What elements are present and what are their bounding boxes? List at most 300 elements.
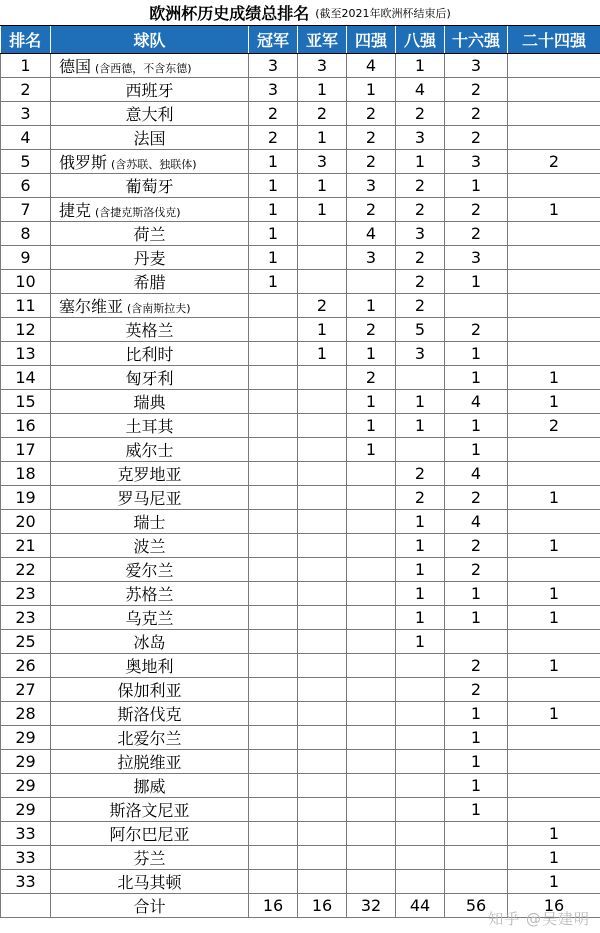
round-of-16-cell: 1 [445,606,508,630]
semifinal-cell: 3 [347,246,396,270]
quarterfinal-cell: 44 [396,894,445,918]
table-row [1,582,600,606]
round-of-16-cell: 2 [445,654,508,678]
table-row [1,126,600,150]
table-row [1,558,600,582]
rank-cell: 26 [1,654,51,678]
team-cell [51,102,249,126]
team-cell [51,318,249,342]
semifinal-cell [347,870,396,894]
round-of-16-cell: 2 [445,486,508,510]
champion-cell [249,294,298,318]
champion-cell [249,462,298,486]
semifinal-cell: 3 [347,174,396,198]
team-name: 土耳其 [125,417,174,436]
team-name: 斯洛伐克 [117,705,182,724]
table-row [1,798,600,822]
team-name: 保加利亚 [117,681,182,700]
semifinal-cell [347,750,396,774]
team-cell [51,510,249,534]
table-row [1,150,600,174]
runner-up-cell [298,558,347,582]
round-of-16-cell: 4 [445,510,508,534]
watermark: 知乎 @吴建明 [488,910,590,928]
quarterfinal-cell: 2 [396,198,445,222]
runner-up-cell [298,774,347,798]
team-cell [51,150,249,174]
team-cell [51,558,249,582]
team-name: 塞尔维亚 [59,297,124,316]
round-of-16-cell [445,294,508,318]
header-quarterfinal: 八强 [396,26,445,54]
champion-cell [249,606,298,630]
round-of-24-cell: 1 [508,534,600,558]
runner-up-cell: 3 [298,54,347,78]
header-team: 球队 [51,26,249,54]
team-cell [51,342,249,366]
champion-cell [249,750,298,774]
semifinal-cell: 1 [347,294,396,318]
team-cell [51,630,249,654]
champion-cell: 1 [249,150,298,174]
round-of-24-cell [508,54,600,78]
rank-cell: 23 [1,582,51,606]
runner-up-cell [298,414,347,438]
round-of-16-cell: 4 [445,390,508,414]
total-label: 合计 [133,897,166,916]
rank-cell: 14 [1,366,51,390]
team-cell [51,246,249,270]
champion-cell [249,510,298,534]
quarterfinal-cell [396,798,445,822]
team-cell [51,438,249,462]
team-name: 克罗地亚 [117,465,182,484]
semifinal-cell [347,462,396,486]
champion-cell [249,534,298,558]
team-cell [51,174,249,198]
header-round-of-16: 十六强 [445,26,508,54]
round-of-24-cell [508,342,600,366]
table-row [1,534,600,558]
team-name: 爱尔兰 [125,561,174,580]
champion-cell [249,318,298,342]
rank-cell: 19 [1,486,51,510]
team-note: (含南斯拉夫) [127,302,191,315]
team-note: (含苏联、独联体) [111,158,197,171]
table-row [1,294,600,318]
round-of-24-cell [508,774,600,798]
round-of-16-cell: 2 [445,558,508,582]
semifinal-cell: 2 [347,366,396,390]
quarterfinal-cell: 1 [396,510,445,534]
round-of-24-cell: 1 [508,582,600,606]
quarterfinal-cell: 2 [396,246,445,270]
table-body [1,54,600,918]
quarterfinal-cell [396,870,445,894]
team-cell [51,798,249,822]
team-cell [51,78,249,102]
rank-cell [1,894,51,918]
quarterfinal-cell [396,750,445,774]
rank-cell: 16 [1,414,51,438]
team-name: 苏格兰 [125,585,174,604]
round-of-24-cell [508,294,600,318]
semifinal-cell: 1 [347,342,396,366]
round-of-16-cell: 1 [445,798,508,822]
round-of-16-cell: 3 [445,246,508,270]
quarterfinal-cell: 2 [396,102,445,126]
runner-up-cell [298,462,347,486]
team-name: 意大利 [125,105,174,124]
semifinal-cell: 2 [347,198,396,222]
header-rank: 排名 [1,26,51,54]
table-title [0,0,600,26]
team-cell [51,270,249,294]
round-of-16-cell [445,870,508,894]
round-of-24-cell [508,798,600,822]
round-of-24-cell: 1 [508,606,600,630]
team-name: 奥地利 [125,657,174,676]
team-cell [51,774,249,798]
rank-cell: 13 [1,342,51,366]
team-name: 北爱尔兰 [117,729,182,748]
round-of-24-cell: 1 [508,846,600,870]
runner-up-cell [298,678,347,702]
team-cell [51,294,249,318]
round-of-16-cell: 1 [445,342,508,366]
champion-cell: 1 [249,174,298,198]
runner-up-cell: 3 [298,150,347,174]
round-of-16-cell: 2 [445,318,508,342]
quarterfinal-cell: 3 [396,342,445,366]
round-of-16-cell: 1 [445,750,508,774]
champion-cell [249,342,298,366]
quarterfinal-cell: 2 [396,486,445,510]
round-of-24-cell [508,102,600,126]
round-of-24-cell: 1 [508,366,600,390]
quarterfinal-cell: 1 [396,630,445,654]
team-name: 葡萄牙 [125,177,174,196]
quarterfinal-cell [396,678,445,702]
team-name: 英格兰 [125,321,174,340]
champion-cell [249,390,298,414]
champion-cell [249,702,298,726]
rank-cell: 23 [1,606,51,630]
quarterfinal-cell [396,822,445,846]
round-of-16-cell: 2 [445,222,508,246]
team-name: 法国 [133,129,166,148]
round-of-16-cell: 2 [445,198,508,222]
round-of-16-cell: 1 [445,414,508,438]
team-name: 波兰 [133,537,166,556]
semifinal-cell [347,558,396,582]
round-of-24-cell: 2 [508,150,600,174]
team-cell [51,606,249,630]
team-name: 丹麦 [133,249,166,268]
quarterfinal-cell: 1 [396,414,445,438]
quarterfinal-cell: 4 [396,78,445,102]
quarterfinal-cell: 2 [396,270,445,294]
champion-cell [249,366,298,390]
rank-cell: 29 [1,798,51,822]
header-row [1,26,600,54]
runner-up-cell: 16 [298,894,347,918]
table-row [1,630,600,654]
header-runner-up: 亚军 [298,26,347,54]
quarterfinal-cell [396,702,445,726]
round-of-24-cell: 1 [508,654,600,678]
runner-up-cell [298,366,347,390]
team-name: 瑞典 [133,393,166,412]
runner-up-cell [298,486,347,510]
rank-cell: 27 [1,678,51,702]
semifinal-cell: 4 [347,222,396,246]
team-name: 西班牙 [125,81,174,100]
rank-cell: 1 [1,54,51,78]
team-cell [51,822,249,846]
team-name: 俄罗斯 [59,153,108,172]
round-of-24-cell [508,462,600,486]
runner-up-cell [298,606,347,630]
team-cell [51,462,249,486]
table-row [1,222,600,246]
runner-up-cell [298,870,347,894]
runner-up-cell: 1 [298,198,347,222]
champion-cell [249,774,298,798]
table-row [1,102,600,126]
table-row [1,702,600,726]
table-row [1,54,600,78]
table-row [1,606,600,630]
champion-cell: 2 [249,102,298,126]
runner-up-cell [298,654,347,678]
table-row [1,726,600,750]
team-name: 冰岛 [133,633,166,652]
table-row [1,774,600,798]
header-round-of-24: 二十四强 [508,26,600,54]
team-cell [51,366,249,390]
header-champion: 冠军 [249,26,298,54]
team-cell [51,222,249,246]
table-row [1,78,600,102]
champion-cell: 1 [249,270,298,294]
table-row [1,822,600,846]
round-of-24-cell [508,630,600,654]
runner-up-cell [298,750,347,774]
semifinal-cell [347,486,396,510]
team-name: 捷克 [59,201,92,220]
quarterfinal-cell: 1 [396,150,445,174]
title-main: 欧洲杯历史成绩总排名 [149,4,310,23]
team-cell [51,702,249,726]
semifinal-cell: 2 [347,102,396,126]
rank-cell: 4 [1,126,51,150]
team-cell [51,414,249,438]
table-row [1,198,600,222]
runner-up-cell: 1 [298,318,347,342]
rank-cell: 9 [1,246,51,270]
round-of-16-cell: 3 [445,150,508,174]
champion-cell [249,654,298,678]
table-row [1,270,600,294]
team-name: 芬兰 [133,849,166,868]
champion-cell [249,870,298,894]
team-name: 德国 [59,57,92,76]
round-of-16-cell: 1 [445,270,508,294]
semifinal-cell: 4 [347,54,396,78]
table-row [1,654,600,678]
quarterfinal-cell: 1 [396,558,445,582]
semifinal-cell: 1 [347,414,396,438]
round-of-24-cell: 16 [508,894,600,918]
champion-cell [249,798,298,822]
team-cell [51,654,249,678]
champion-cell: 1 [249,198,298,222]
round-of-16-cell: 2 [445,534,508,558]
champion-cell [249,486,298,510]
rank-cell: 25 [1,630,51,654]
team-name: 希腊 [133,273,166,292]
champion-cell: 3 [249,54,298,78]
total-label-cell [51,894,249,918]
round-of-24-cell [508,558,600,582]
rank-cell: 28 [1,702,51,726]
semifinal-cell [347,606,396,630]
rank-cell: 21 [1,534,51,558]
round-of-24-cell: 2 [508,414,600,438]
semifinal-cell [347,510,396,534]
semifinal-cell [347,822,396,846]
round-of-16-cell: 1 [445,438,508,462]
team-name: 拉脱维亚 [117,753,182,772]
team-name: 挪威 [133,777,166,796]
round-of-16-cell [445,630,508,654]
quarterfinal-cell [396,654,445,678]
team-cell [51,870,249,894]
ranking-table [0,26,600,918]
runner-up-cell [298,726,347,750]
semifinal-cell [347,678,396,702]
round-of-16-cell: 1 [445,726,508,750]
quarterfinal-cell: 1 [396,582,445,606]
quarterfinal-cell: 3 [396,126,445,150]
team-name: 匈牙利 [125,369,174,388]
quarterfinal-cell: 2 [396,174,445,198]
round-of-16-cell: 4 [445,462,508,486]
runner-up-cell [298,702,347,726]
team-cell [51,390,249,414]
rank-cell: 12 [1,318,51,342]
team-cell [51,726,249,750]
round-of-24-cell: 1 [508,870,600,894]
round-of-16-cell: 1 [445,366,508,390]
quarterfinal-cell: 1 [396,390,445,414]
rank-cell: 15 [1,390,51,414]
rank-cell: 22 [1,558,51,582]
round-of-16-cell: 2 [445,102,508,126]
round-of-24-cell: 1 [508,702,600,726]
round-of-24-cell: 1 [508,822,600,846]
runner-up-cell [298,222,347,246]
runner-up-cell [298,510,347,534]
semifinal-cell: 1 [347,390,396,414]
table-row [1,486,600,510]
quarterfinal-cell [396,438,445,462]
title-subtitle: (截至2021年欧洲杯结束后) [315,6,451,20]
semifinal-cell: 2 [347,318,396,342]
round-of-24-cell [508,678,600,702]
quarterfinal-cell [396,366,445,390]
team-note: (含捷克斯洛伐克) [95,206,181,219]
round-of-16-cell: 1 [445,702,508,726]
semifinal-cell [347,846,396,870]
champion-cell [249,726,298,750]
table-row [1,438,600,462]
semifinal-cell [347,534,396,558]
table-row [1,390,600,414]
rank-cell: 29 [1,750,51,774]
round-of-24-cell [508,726,600,750]
semifinal-cell [347,798,396,822]
quarterfinal-cell [396,846,445,870]
header-semifinal: 四强 [347,26,396,54]
champion-cell [249,438,298,462]
team-cell [51,582,249,606]
rank-cell: 2 [1,78,51,102]
table-row [1,678,600,702]
team-cell [51,678,249,702]
champion-cell [249,822,298,846]
quarterfinal-cell: 1 [396,606,445,630]
champion-cell [249,678,298,702]
champion-cell: 1 [249,222,298,246]
team-name: 北马其顿 [117,873,182,892]
table-row [1,342,600,366]
round-of-24-cell [508,78,600,102]
table-row [1,870,600,894]
team-name: 乌克兰 [125,609,174,628]
round-of-16-cell: 3 [445,54,508,78]
quarterfinal-cell: 5 [396,318,445,342]
runner-up-cell [298,582,347,606]
quarterfinal-cell: 2 [396,462,445,486]
round-of-24-cell [508,126,600,150]
round-of-16-cell [445,846,508,870]
table-row [1,318,600,342]
runner-up-cell [298,438,347,462]
round-of-16-cell: 56 [445,894,508,918]
runner-up-cell [298,798,347,822]
semifinal-cell [347,582,396,606]
rank-cell: 33 [1,822,51,846]
semifinal-cell [347,774,396,798]
rank-cell: 29 [1,726,51,750]
champion-cell [249,582,298,606]
table-row [1,462,600,486]
team-cell [51,846,249,870]
team-name: 威尔士 [125,441,174,460]
rank-cell: 17 [1,438,51,462]
runner-up-cell: 1 [298,174,347,198]
team-name: 阿尔巴尼亚 [109,825,190,844]
semifinal-cell: 1 [347,438,396,462]
runner-up-cell: 1 [298,126,347,150]
rank-cell: 5 [1,150,51,174]
rank-cell: 6 [1,174,51,198]
round-of-24-cell: 1 [508,198,600,222]
round-of-16-cell [445,822,508,846]
round-of-16-cell: 2 [445,678,508,702]
